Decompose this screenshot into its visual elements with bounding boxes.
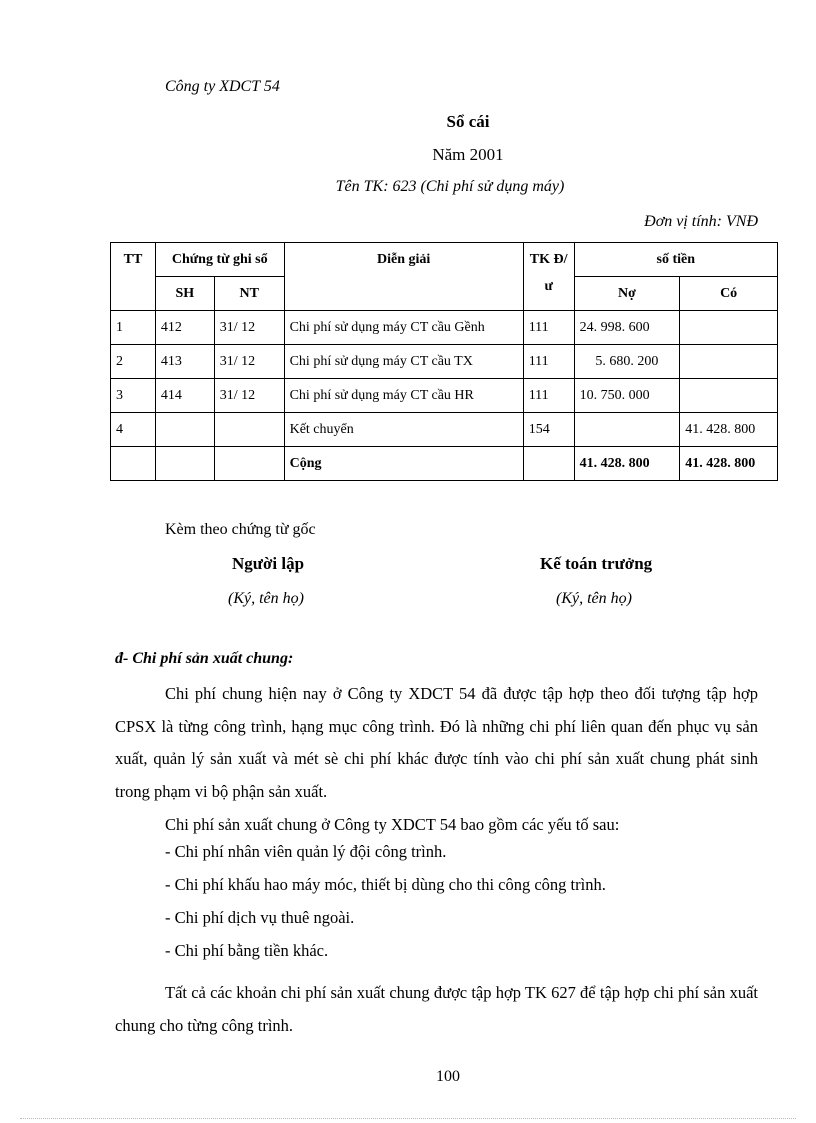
table-total-row	[111, 447, 778, 481]
cell-nt	[214, 447, 284, 481]
section-heading: đ- Chi phí sản xuất chung:	[115, 650, 294, 667]
cell-debit: 24. 998. 600	[574, 311, 680, 345]
cell-nt: 31/ 12	[214, 345, 284, 379]
cell-nt	[214, 413, 284, 447]
company-name: Công ty XDCT 54	[165, 78, 280, 95]
table-row	[111, 379, 778, 413]
header-description: Diễn giải	[284, 243, 523, 311]
cell-tk: 154	[523, 413, 574, 447]
list-item: - Chi phí khấu hao máy móc, thiết bị dùng cho thi công công trình.	[165, 875, 606, 894]
total-label: Cộng	[284, 447, 523, 481]
chief-signature-note: (Ký, tên họ)	[556, 590, 632, 607]
table-header-row	[111, 243, 778, 277]
cell-description: Chi phí sử dụng máy CT cầu Gềnh	[284, 311, 523, 345]
table-row	[111, 413, 778, 447]
cell-tt: 1	[111, 311, 156, 345]
cell-nt: 31/ 12	[214, 311, 284, 345]
ledger-table	[110, 242, 778, 481]
page-title: Sổ cái	[446, 112, 490, 131]
cell-tt: 4	[111, 413, 156, 447]
list-item: - Chi phí dịch vụ thuê ngoài.	[165, 908, 355, 927]
cell-sh: 414	[155, 379, 214, 413]
cell-credit	[680, 379, 778, 413]
cell-sh: 413	[155, 345, 214, 379]
header-amount: số tiền	[574, 243, 777, 277]
cell-debit	[574, 413, 680, 447]
header-tk: TK Đ/ ư	[523, 243, 574, 311]
total-debit: 41. 428. 800	[574, 447, 680, 481]
table-row	[111, 345, 778, 379]
cell-tk: 111	[523, 345, 574, 379]
cell-sh: 412	[155, 311, 214, 345]
total-credit: 41. 428. 800	[680, 447, 778, 481]
header-nt: NT	[214, 277, 284, 311]
cell-debit: 5. 680. 200	[574, 345, 680, 379]
paragraph: Tất cả các khoản chi phí sản xuất chung được tập hợp TK 627 để tập hợp chi phí sản xuất chung cho từng công trình.	[115, 983, 758, 1035]
cell-tk: 111	[523, 311, 574, 345]
cell-tt: 3	[111, 379, 156, 413]
account-name: Tên TK: 623 (Chi phí sử dụng máy)	[335, 178, 565, 195]
header-voucher: Chứng từ ghi sổ	[155, 243, 284, 277]
cell-description: Chi phí sử dụng máy CT cầu HR	[284, 379, 523, 413]
cell-credit	[680, 345, 778, 379]
paragraph: Chi phí sản xuất chung ở Công ty XDCT 54 bao gồm các yếu tố sau:	[165, 815, 620, 834]
cell-nt: 31/ 12	[214, 379, 284, 413]
cell-description: Kết chuyển	[284, 413, 523, 447]
cell-credit	[680, 311, 778, 345]
cell-tt	[111, 447, 156, 481]
paragraph: Chi phí chung hiện nay ở Công ty XDCT 54 đã được tập hợp theo đối tượng tập hợp CPSX là từng công trình, hạng mục công trình. Đó là những chi phí liên quan đến phục vụ sản xuất, quản lý sản xuất và mét sè chi phí khác được tính vào chi phí sản xuất chung phát sinh trong phạm vi bộ phận sản xuất.	[115, 684, 758, 801]
table-row	[111, 311, 778, 345]
cell-description: Chi phí sử dụng máy CT cầu TX	[284, 345, 523, 379]
header-debit: Nợ	[574, 277, 680, 311]
cell-debit: 10. 750. 000	[574, 379, 680, 413]
page-number: 100	[436, 1068, 460, 1085]
attachment-note: Kèm theo chứng từ gốc	[165, 521, 316, 538]
cell-tk: 111	[523, 379, 574, 413]
list-item: - Chi phí bằng tiền khác.	[165, 941, 329, 960]
list-item: - Chi phí nhân viên quản lý đội công trình.	[165, 842, 447, 861]
cell-credit: 41. 428. 800	[680, 413, 778, 447]
preparer-title: Người lập	[232, 554, 305, 573]
header-tt: TT	[111, 243, 156, 311]
header-sh: SH	[155, 277, 214, 311]
header-credit: Có	[680, 277, 778, 311]
cell-tk	[523, 447, 574, 481]
preparer-signature-note: (Ký, tên họ)	[228, 590, 304, 607]
footer-divider	[20, 1118, 796, 1119]
cell-sh	[155, 413, 214, 447]
currency-unit: Đơn vị tính: VNĐ	[644, 213, 758, 230]
cell-tt: 2	[111, 345, 156, 379]
chief-accountant-title: Kế toán trưởng	[540, 554, 653, 573]
cell-sh	[155, 447, 214, 481]
ledger-year: Năm 2001	[432, 145, 504, 164]
